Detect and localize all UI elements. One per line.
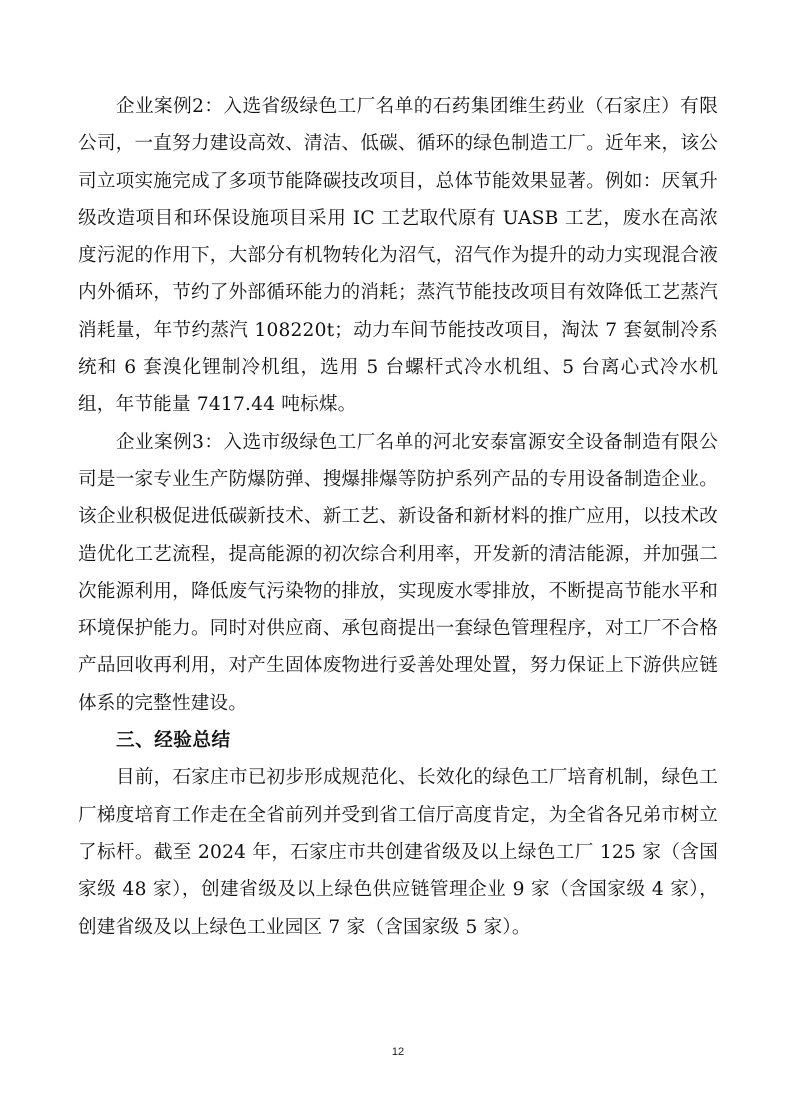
summary-paragraph: 目前，石家庄市已初步形成规范化、长效化的绿色工厂培育机制，绿色工厂梯度培育工作走在全省前列并受到省工信厅高度肯定，为全省各兄弟市树立了标杆。截至 2024 年，石家庄市共创建省级及以上绿色工厂 125 家（含国家级 48 家），创建省级及以上绿色供应链管理企业 9 家（含国家级 4 家），创建省级及以上绿色工业园区 7 家（含国家级 5 家）。 xyxy=(78,767,718,938)
case-3-paragraph: 企业案例3：入选市级绿色工厂名单的河北安泰富源安全设备制造有限公司是一家专业生产防爆防弹、搜爆排爆等防护系列产品的专用设备制造企业。该企业积极促进低碳新技术、新工艺、新设备和新材料的推广应用，以技术改造优化工艺流程，提高能源的初次综合利用率，开发新的清洁能源，并加强二次能源利用，降低废气污染物的排放，实现废水零排放，不断提高节能水平和环境保护能力。同时对供应商、承包商提出一套绿色管理程序，对工厂不合格产品回收再利用，对产生固体废物进行妥善处理处置，努力保证上下游供应链体系的完整性建设。 xyxy=(78,431,718,714)
page-number: 12 xyxy=(391,1046,405,1058)
document-body xyxy=(78,88,718,946)
section-heading: 三、经验总结 xyxy=(116,730,231,752)
case-2-paragraph: 企业案例2：入选省级绿色工厂名单的石药集团维生药业（石家庄）有限公司，一直努力建设高效、清洁、低碳、循环的绿色制造工厂。近年来，该公司立项实施完成了多项节能降碳技改项目，总体节能效果显著。例如：厌氧升级改造项目和环保设施项目采用 IC 工艺取代原有 UASB 工艺，废水在高浓度污泥的作用下，大部分有机物转化为沼气，沼气作为提升的动力实现混合液内外循环，节约了外部循环能力的消耗；蒸汽节能技改项目有效降低工艺蒸汽消耗量，年节约蒸汽 108220t；动力车间节能技改项目，淘汰 7 套氨制冷系统和 6 套溴化锂制冷机组，选用 5 台螺杆式冷水机组、5 台离心式冷水机组，年节能量 7417.44 吨标煤。 xyxy=(78,96,718,416)
